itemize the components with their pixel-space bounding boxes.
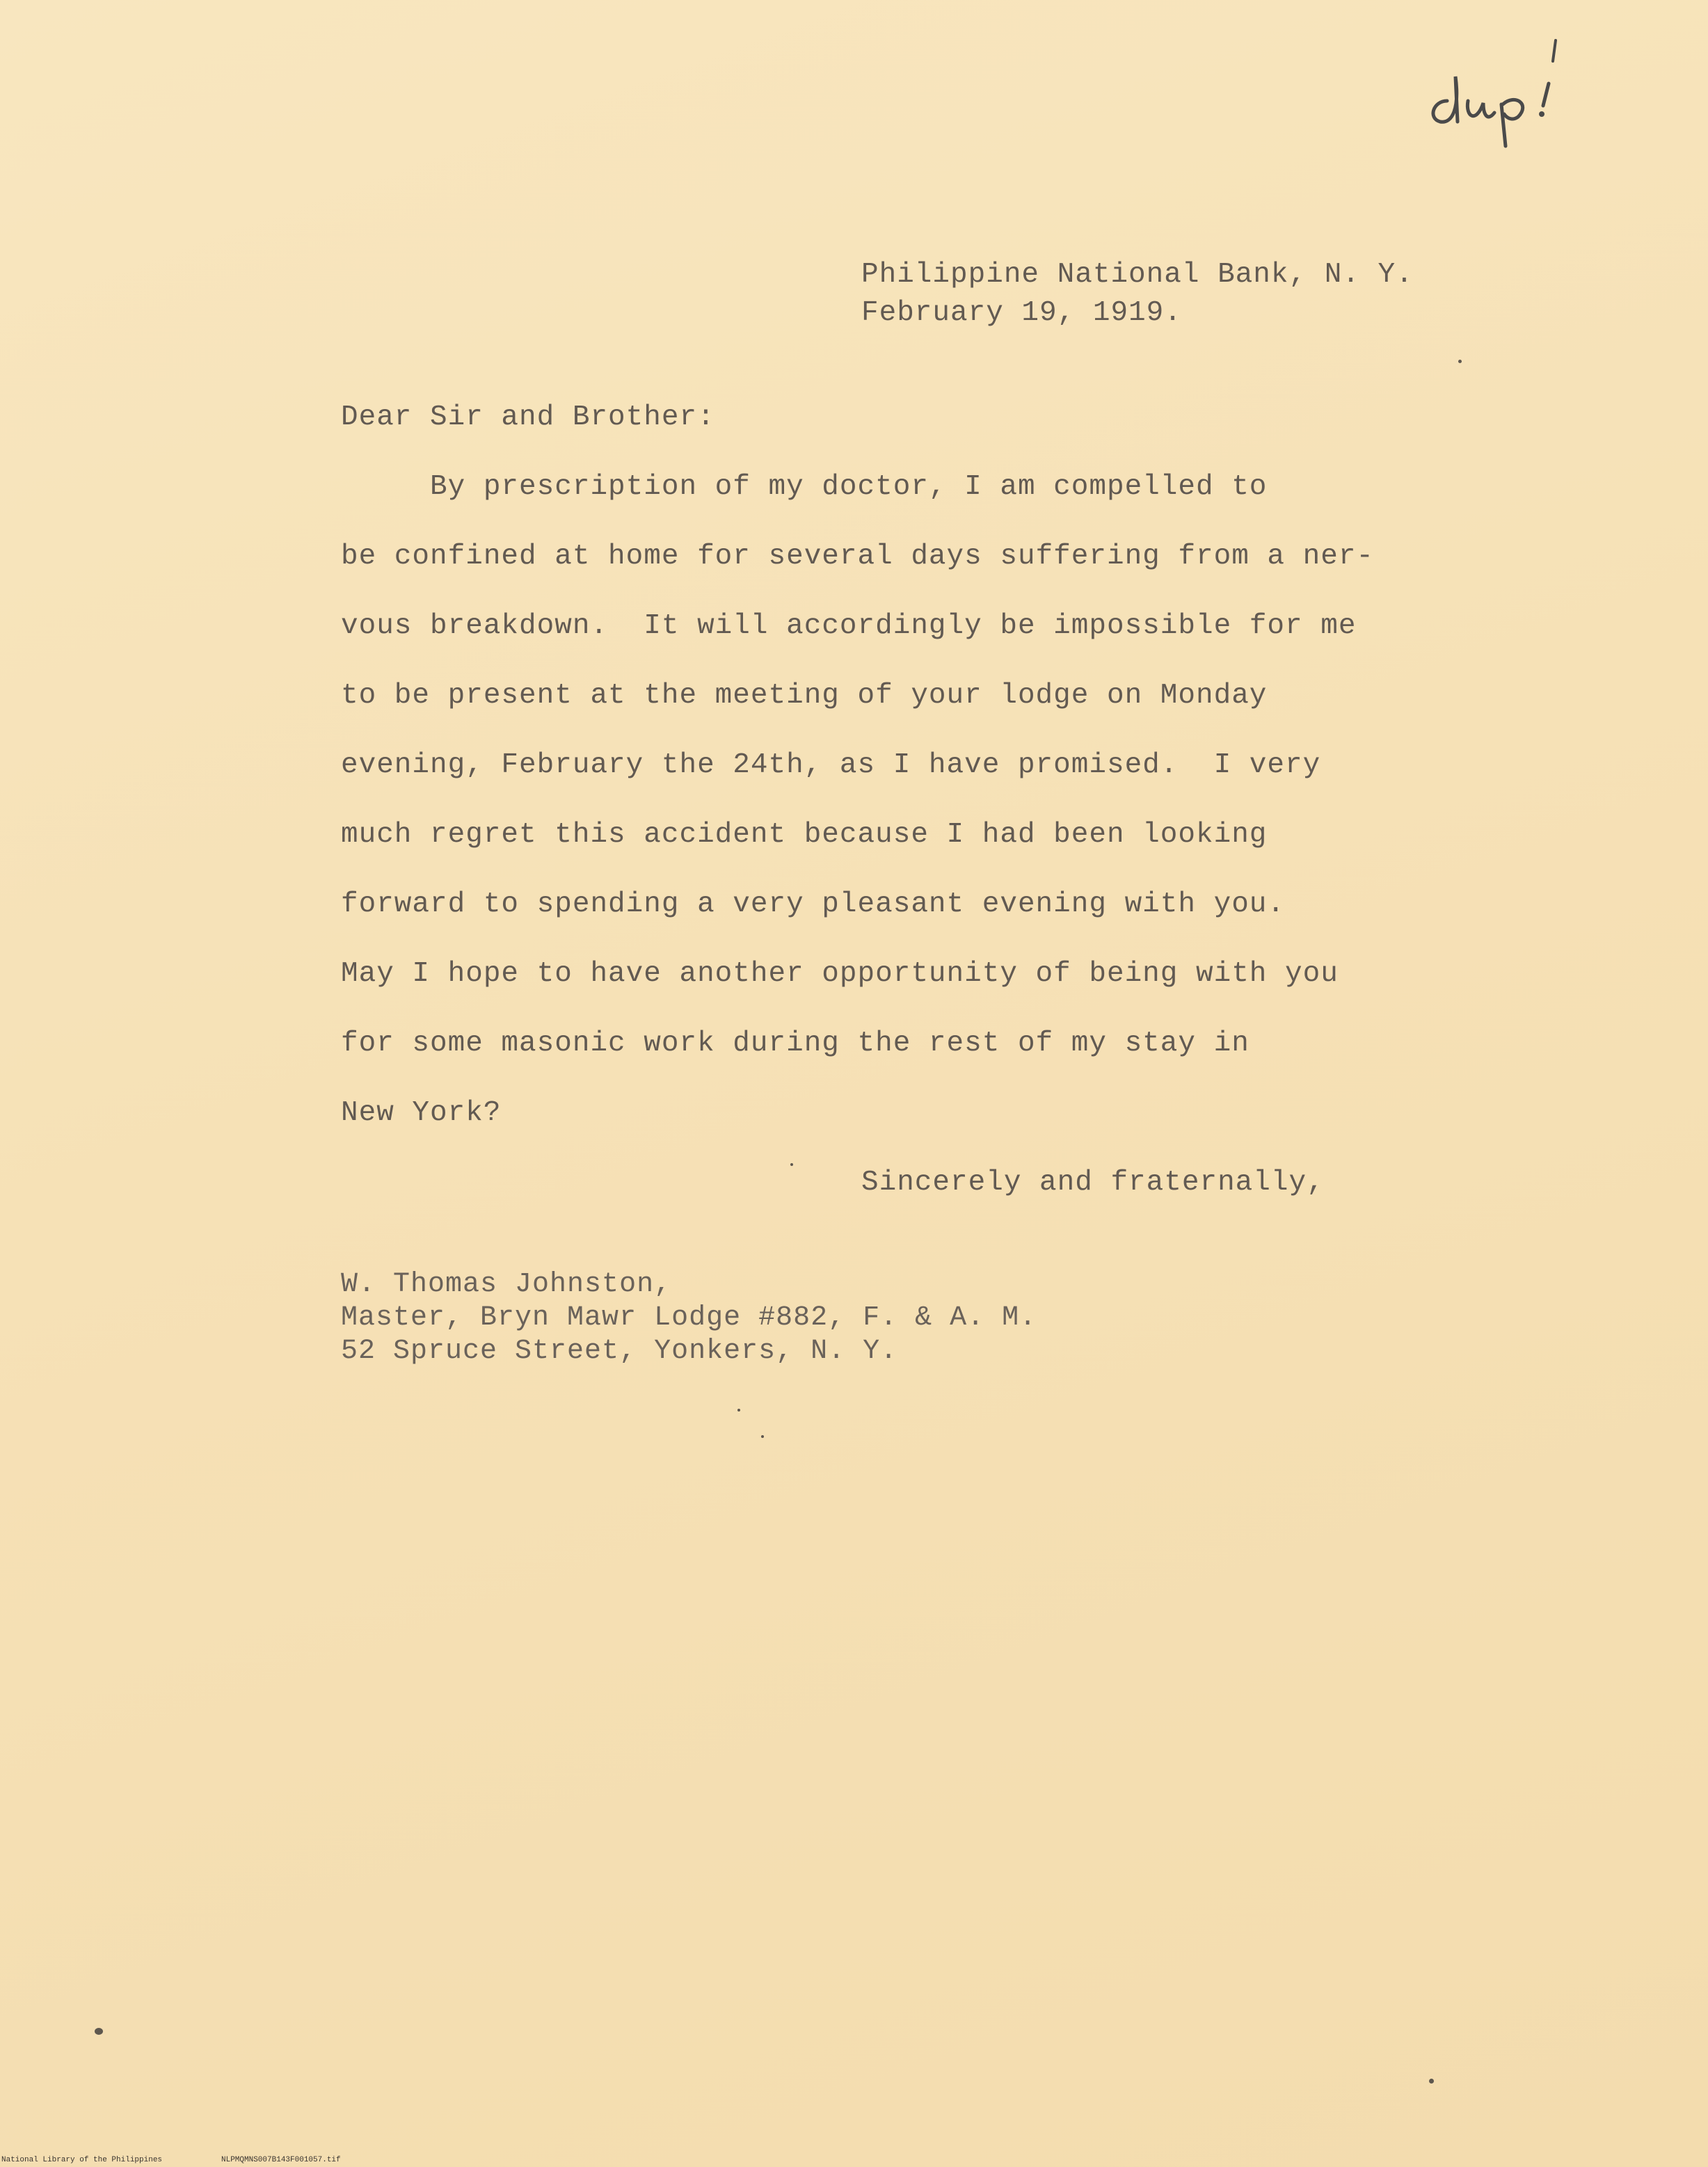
letter-date: February 19, 1919. [861, 297, 1182, 329]
paper-speck [737, 1409, 740, 1412]
salutation: Dear Sir and Brother: [341, 401, 715, 433]
recipient-address: 52 Spruce Street, Yonkers, N. Y. [341, 1336, 898, 1367]
body-line: New York? [341, 1097, 502, 1129]
body-line: vous breakdown. It will accordingly be impossible for me [341, 610, 1357, 642]
paper-speck [95, 2028, 103, 2035]
body-line: By prescription of my doctor, I am compelled to [341, 471, 1268, 503]
body-line: evening, February the 24th, as I have promised. I very [341, 749, 1321, 781]
body-line: much regret this accident because I had been looking [341, 819, 1268, 851]
body-line: to be present at the meeting of your lodge on Monday [341, 680, 1268, 712]
footer-library: National Library of the Philippines [1, 2156, 163, 2164]
handwritten-dup-note [1419, 35, 1586, 153]
paper-speck [761, 1435, 764, 1438]
paper-speck [790, 1163, 793, 1166]
body-line: May I hope to have another opportunity of being with you [341, 958, 1339, 990]
body-line: for some masonic work during the rest of my stay in [341, 1027, 1250, 1059]
body-line: be confined at home for several days suffering from a ner- [341, 541, 1375, 573]
recipient-title: Master, Bryn Mawr Lodge #882, F. & A. M. [341, 1302, 1037, 1334]
closing: Sincerely and fraternally, [861, 1167, 1325, 1199]
footer-file-code: NLPMQMNS007B143F001057.tif [221, 2156, 341, 2164]
body-line: forward to spending a very pleasant evening with you. [341, 888, 1286, 920]
paper-speck [1458, 360, 1462, 363]
paper-speck [1429, 2079, 1434, 2084]
recipient-name: W. Thomas Johnston, [341, 1269, 672, 1300]
letter-place: Philippine National Bank, N. Y. [861, 259, 1414, 291]
